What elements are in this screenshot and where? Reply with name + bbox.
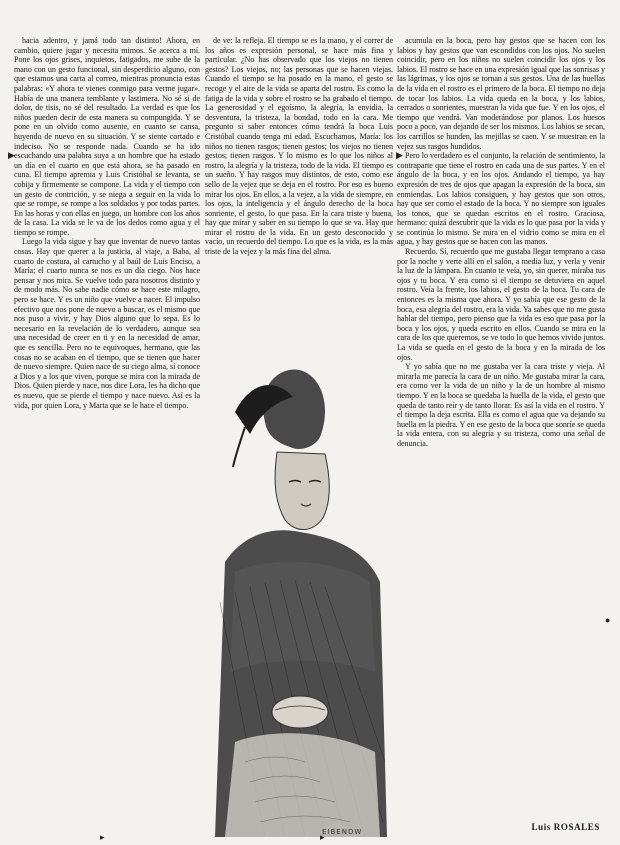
- print-mark: ●: [605, 615, 611, 625]
- print-mark: ▶: [8, 150, 15, 160]
- article-column-3: [397, 36, 605, 814]
- paragraph: Recuerdo. Sí, recuerdo que me gustaba llegar temprano a casa por la noche y verte allí en el salón, a media luz, y verla y venir la luz de la lámpara. En cuanto te veía, yo, sin querer, miraba tus ojos y tu boca. Y era como si el tiempo se detuviera en aquel rostro. Veía la frente, los labios, el gesto de la boca. Tu cara de entonces es la misma que ahora. Y yo sabía que ese gesto de la boca, esa alegría del rostro, era la vida. Ya sabes que no me gusta hablar del tiempo, pero pienso que la vida es eso que pasa por la boca y los ojos, y queda escrito en ellos. Cuando se mira en la cara de los que queremos, se ve todo lo que hemos vivido juntos. La vida se queda en el gesto de la boca y en la mirada de los ojos.: [397, 247, 605, 362]
- paragraph: acumula en la boca, pero hay gestos que se hacen con los labios y hay gestos que van escondidos con los ojos. No suelen coincidir, pero en los niños no suelen coincidir los ojos y los labios. El rostro se hace en una expresión igual que las sonrisas y las lágrimas, y los ojos se tornan a sus gestos. Una de las huellas de la vida en el rostro es el primero de la boca. El tiempo no deja de tocar los labios. La vida queda en la boca, y los labios, cerrados o sonrientes, muestran la vida que fue. Y en los ojos, el tiempo que vendrá. Van moderándose por planos. Los huesos poco a poco, van dejando de ser los mismos. Los labios se secan, los carrillos se hunden, las mejillas se caen. Y se muestran en la vejez sus rasgos hundidos.: [397, 36, 605, 151]
- paragraph: Y yo sabía que no me gustaba ver la cara triste y vieja. Al mirarla me parecía la cara de un niño. Me gustaba mirar la cara, era como ver la vida de un niño y la de un hombre al mismo tiempo. Y en la boca se quedaba la huella de la vida, el gesto que queda de tanto reír y de tanto llorar. Es así la vida en el rostro. Y el tiempo la deja escrita. Ella es como el agua que va dejando su huella en la piedra. Y en ese gesto de la boca que sonríe se queda la vida entera, con su alegría y su tristeza, como una señal de denuncia.: [397, 362, 605, 448]
- print-mark: ▸: [100, 832, 105, 842]
- print-mark: ▶: [396, 150, 403, 160]
- portrait-sketch-image: [205, 342, 395, 837]
- paragraph: hacia adentro, y jamá todo tan distinto! Ahora, en cambio, quiere jugar y necesita mimos. Se acerca a mí. Pone los ojos grises, inquietos, fatigados, me sube de la mano con un gesto funcional, sin desperdicio alguno, con que estamos una carta al correo, mientras pronuncia estas palabras: «Y ahora te vienes conmigo para verme jugar». Había de una manera temblante y lastimera. No sé si de dolor, de tisis, no sé del resultado. La verdad es que los niños pueden decir de esta manera su compungida. Y se pone en un olvido como ausente, en cuanto se cansa, huyendo de nuevo en su situación. Y se siente cortado e indeciso. No se responde nada. Cuando se ha ido escuchando una palabra suya a un hombre que ha estado un día en el cuarto en que está ahora, se ha pasado en cuna. El tiempo apremia y Luis Cristóbal se levanta, se cobija y firmemente se compone. La vida y el tiempo con un gesto de contrición, y se niega a seguir en la vida lo que se rompe, se rompe a los soldados y por todas partes. En las horas y con ellas en juego, un hombre con los años de la casa. La vida se le va de los dedos como agua y el tiempo se rompe.: [14, 36, 200, 237]
- photo-credit: EIBENDW: [322, 828, 363, 836]
- paragraph: de ve: la refleja. El tiempo se es la mano, y el correr de los años es expresión personal, se hace más fina y particular. ¿No has observado que los viejos no tienen gestos? Los viejos, no; las personas que se hacen viejas. Cuando el tiempo se ha posado en la mano, el gesto se recoge y el aire de la vida se aparta del rostro. Es como la fatiga de la vida y sobre el rostro se ha grabado el tiempo. La generosidad y el egoísmo, la alegría, la envidia, la desventura, la tristeza, la bondad, todo en la cara. Me pregunto si saber entonces cómo tendrá la boca Luis Cristóbal cuando tenga mi edad. Escuchamos, María: los niños no tienen rasgos; tienen gestos; los viejos no tienen gestos; tienen rasgos. Y lo mismo es lo que los niños al rostro, la alegría y la tristeza, todo de la vida. El tiempo es un sueño. Y hay rasgos muy distintos, de esto, como ese sello de la vejez que se deja en el rostro. Por eso es bueno mirar los ojos. En ellos, a la vejez, a la vida de siempre, en los ojos, la inteligencia y el ángulo derecho de la boca sonriente, el gesto, lo que pasa. En la cara triste y buena, hay que mirar y saber en su tiempo lo que se va. Hay que mirar el rostro de la vida. En un gesto desconocido y vacío, un recuerdo del tiempo. Lo que es la vida, es la más triste de la vejez y la más fina del alma.: [205, 36, 393, 257]
- portrait-photo: [205, 342, 395, 837]
- article-column-1: [14, 36, 200, 836]
- paragraph: Pero lo verdadero es el conjunto, la relación de sentimiento, la contraparte que tiene el rostro en cada una de sus partes. Y en el ángulo de la boca, y en los ojos. Andando el tiempo, ya hay expresión de tres de ojos que apagan la expresión de la boca, sin enmiendas. Los labios consiguen, y hay gestos que son otros, hay que ser como el estado de la boca. Y no siempre son iguales los tonos, que se quedan escritos en el rostro. Graciosa, hermano: quizá descubrir que la vida es lo que pasa por la vida y se continúa lo mismo. Se mira en el vidrio como se mira en el agua, y hay gestos que se hacen con las manos.: [397, 151, 605, 247]
- article-column-2: [205, 36, 393, 338]
- author-signature: Luis ROSALES: [531, 822, 600, 832]
- paragraph: Luego la vida sigue y hay que inventar de nuevo tantas cosas. Hay que querer a la justicia, al viaje, a Baba, al cuarto de costura, al cartucho y al baúl de Luis Enciso, a María; el cuarto nunca se nos es un día ciego. Nos hace pensar y nos mira. Se vuelve todo para nosotros distinto y de modo más. No sabe nadie cómo se hace este milagro, pero se hace. Y es un niño que vuelve a nacer. El impulso efectivo que nos pone de nuevo a buscar, es el mismo que nos puso a vivir, y hay Dios alguno que lo sepa. Es lo necesario en la revelación de lo verdadero, aunque sea una necesidad de creer en ti y en la necesidad de amar, que es sencilla. Pero no te equivoques, hermano, que las cosas no se acaban en el tiempo, que se tienen que hacer de nuevo siempre. Quien nace de su ciego alma, sí conoce a Dios y a los que viven, porque se mira con la mirada de Dios. Quien pierde y nace, nos dice Lora, les ha dicho que es nuevo, que se pierde el tiempo y nace nuevo. Así es la vida, por quien Lora, y Marta que se le hace el tiempo.: [14, 237, 200, 410]
- print-mark: ▸: [320, 832, 325, 842]
